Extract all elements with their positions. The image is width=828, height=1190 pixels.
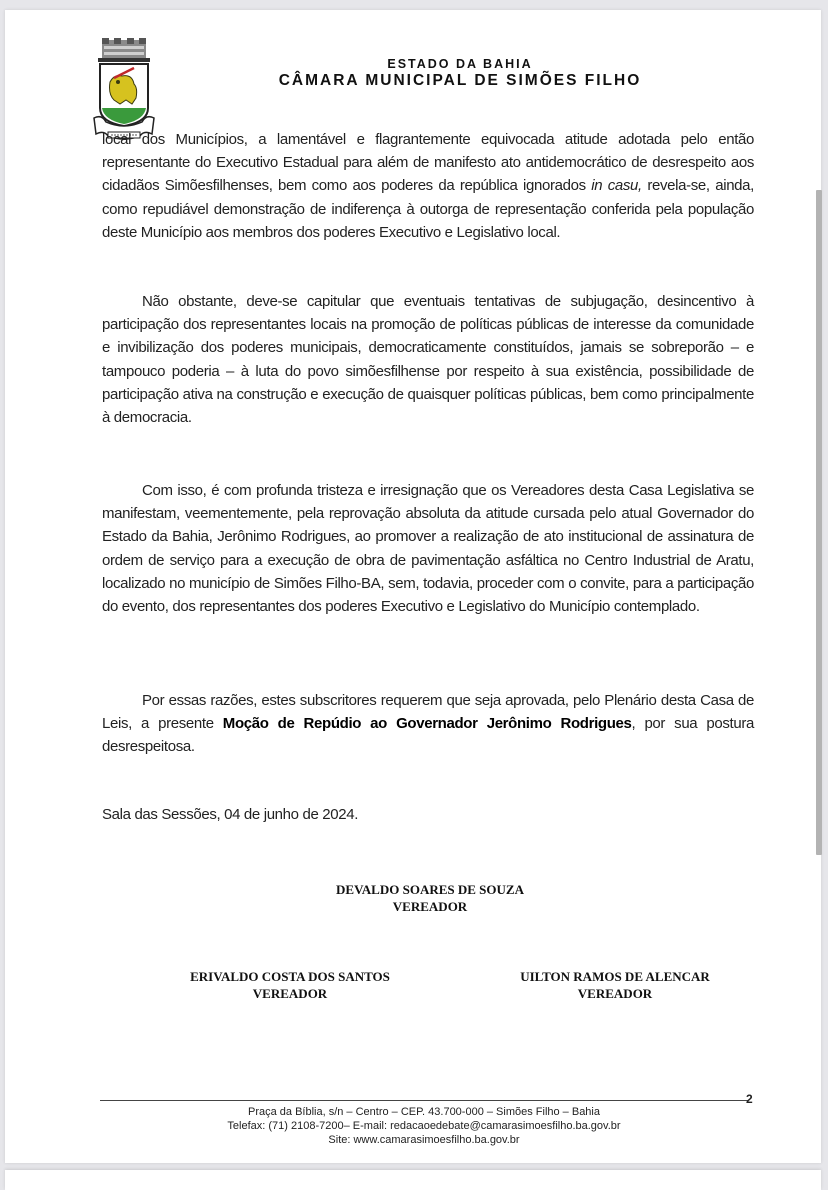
- paragraph-1-end: revela-se, ainda, como repudiável demonstração de indiferença à outorga de representação conferida pela população deste Município aos membros dos poderes Executivo e Legislativo local.: [102, 177, 754, 241]
- coat-of-arms-icon: [92, 38, 156, 142]
- next-page-edge: [5, 1170, 821, 1190]
- paragraph-4: [102, 689, 754, 759]
- signature-name: DEVALDO SOARES DE SOUZA: [336, 882, 524, 897]
- paragraph-1-italic: in casu,: [591, 177, 642, 195]
- signature-title: VEREADOR: [252, 986, 328, 1001]
- paragraph-2: [102, 290, 754, 429]
- signature-title: VEREADOR: [392, 899, 468, 914]
- header-state: ESTADO DA BAHIA: [387, 57, 533, 71]
- motion-title: Moção de Repúdio ao Governador Jerônimo Rodrigues: [222, 715, 632, 733]
- session-date: Sala das Sessões, 04 de junho de 2024.: [102, 806, 359, 823]
- signature-title: VEREADOR: [577, 986, 653, 1001]
- paragraph-3: [102, 479, 754, 618]
- scrollbar-thumb[interactable]: [816, 190, 822, 855]
- paragraph-4-end: , por sua postura desrespeitosa.: [102, 715, 754, 756]
- signature-1: [300, 881, 560, 915]
- paragraph-4-text: Por essas razões, estes subscritores requerem que seja aprovada, pelo Plenário desta Casa de Leis, a presente: [102, 692, 754, 733]
- paragraph-3-text: Com isso, é com profunda tristeza e irresignação que os Vereadores desta Casa Legislativa se manifestam, veementemente, pela reprovação absoluta da atitude cursada pelo atual Governador do Estado da Bahia, Jerônimo Rodrigues, ao promover a realização de ato institucional de assinatura de ordem de serviço para a execução de obra de pavimentação asfáltica no Centro Industrial de Aratu, localizado no município de Simões Filho-BA, sem, todavia, proceder com o convite, para a participação do evento, dos representantes dos poderes Executivo e Legislativo do Município contemplado.: [102, 482, 754, 616]
- header-chamber: CÂMARA MUNICIPAL DE SIMÕES FILHO: [278, 72, 642, 89]
- signature-name: UILTON RAMOS DE ALENCAR: [520, 969, 710, 984]
- paragraph-2-text: Não obstante, deve-se capitular que eventuais tentativas de subjugação, desincentivo à participação dos representantes locais na promoção de políticas públicas de interesse da comunidade e invibilização dos poderes municipais, democraticamente constituídos, jamais se sobreporão – e tampouco poderia – à luta do povo simõesfilhense por respeito à sua existência, possibilidade de participação ativa na construção e execução de quaisquer políticas públicas, bem como principalmente à democracia.: [102, 293, 754, 427]
- paragraph-1: [102, 128, 754, 244]
- signature-2: [150, 968, 430, 1002]
- footer-address: Praça da Bíblia, s/n – Centro – CEP. 43.700-000 – Simões Filho – Bahia: [247, 1106, 600, 1118]
- signature-name: ERIVALDO COSTA DOS SANTOS: [190, 969, 390, 984]
- footer-contact: Telefax: (71) 2108-7200– E-mail: redacaoedebate@camarasimoesfilho.ba.gov.br: [227, 1120, 621, 1132]
- signature-3: [490, 968, 740, 1002]
- page-number: 2: [746, 1092, 753, 1106]
- footer-divider: [100, 1100, 748, 1101]
- paragraph-1-text: local dos Municípios, a lamentável e flagrantemente equivocada atitude adotada pelo então representante do Executivo Estadual para além de manifesto ato antidemocrático de desrespeito aos cidadãos Simõesfilhenses, bem como aos poderes da república ignorados: [102, 131, 754, 195]
- footer-site: Site: www.camarasimoesfilho.ba.gov.br: [328, 1134, 520, 1146]
